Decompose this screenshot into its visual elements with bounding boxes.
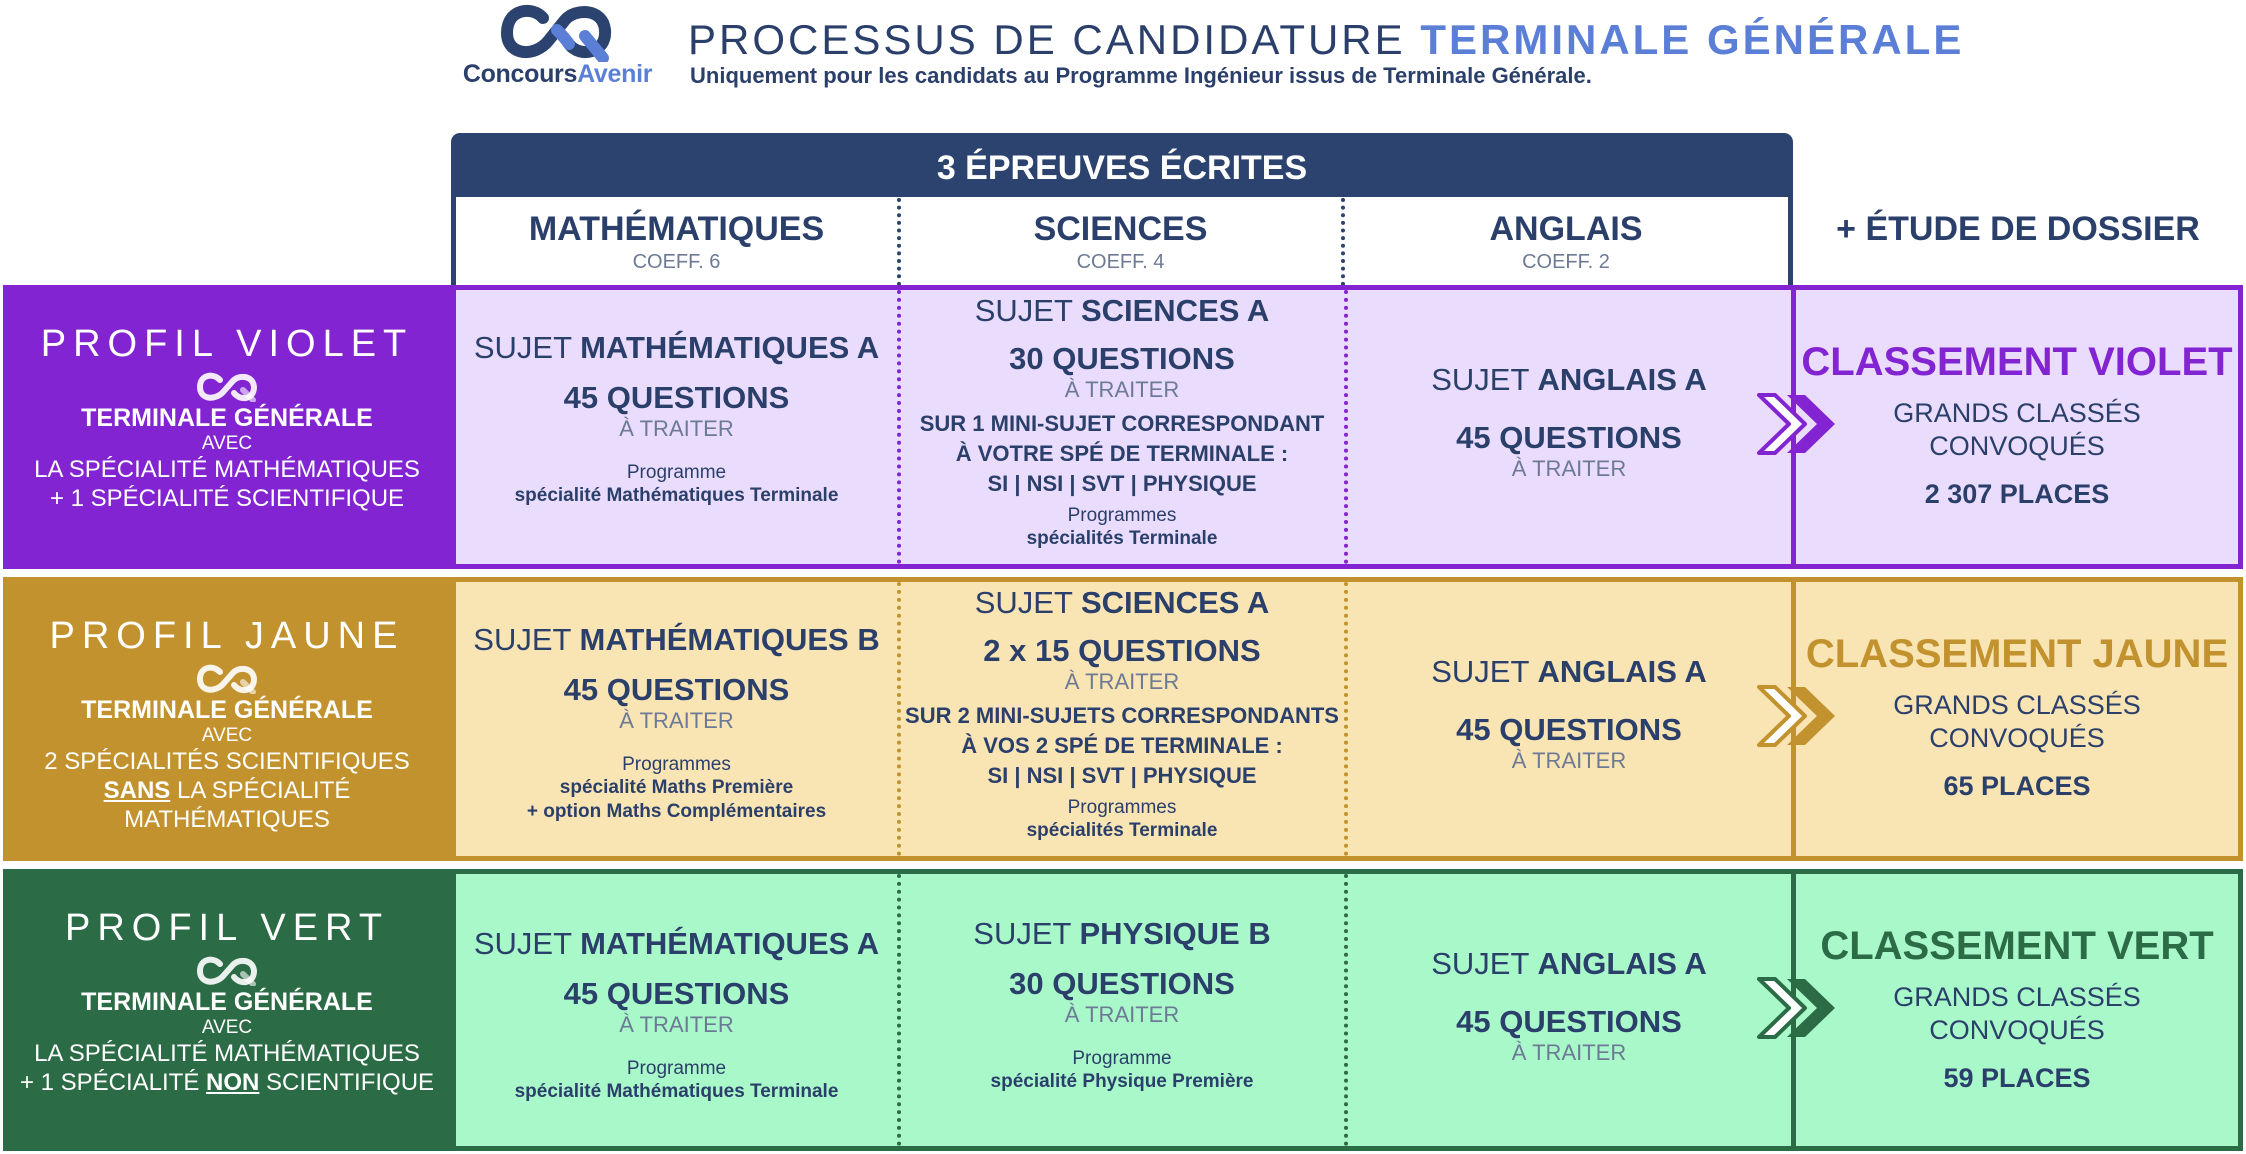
cell-sciences: SUJET SCIENCES A 30 QUESTIONS À TRAITER SUR 1 MINI-SUJET CORRESPONDANT À VOTRE SPÉ DE TERMINALE : SI | NSI | SVT | PHYSIQUE Programmes spécialités Terminale [919,293,1325,549]
epreuves-ecrites-header: 3 ÉPREUVES ÉCRITES [451,133,1793,197]
column-header-etude-dossier: + ÉTUDE DE DOSSIER [1836,210,2200,248]
page-title: PROCESSUS DE CANDIDATURE TERMINALE GÉNÉRALE [688,16,1965,63]
profile-label-vert: PROFIL VERT TERMINALE GÉNÉRALE AVEC LA SPÉCIALITÉ MATHÉMATIQUES + 1 SPÉCIALITÉ NON SCIENTIFIQUE [3,869,451,1151]
cell-dossier: CLASSEMENT VERT GRANDS CLASSÉS CONVOQUÉS 59 PLACES [1820,924,2214,1093]
profile-cells-violet [451,285,2243,569]
cell-sciences: SUJET PHYSIQUE B 30 QUESTIONS À TRAITER Programme spécialité Physique Première [973,916,1271,1092]
cell-mathematiques: SUJET MATHÉMATIQUES A 45 QUESTIONS À TRAITER Programme spécialité Mathématiques Terminale [473,926,880,1102]
profile-label-violet: PROFIL VIOLET TERMINALE GÉNÉRALE AVEC LA SPÉCIALITÉ MATHÉMATIQUES + 1 SPÉCIALITÉ SCIENTIFIQUE [3,285,451,569]
cell-sciences: SUJET SCIENCES A 2 x 15 QUESTIONS À TRAITER SUR 2 MINI-SUJETS CORRESPONDANTS À VOS 2 SPÉ DE TERMINALE : SI | NSI | SVT | PHYSIQUE Programmes spécialités Terminale [905,585,1339,841]
profile-row-vert [3,869,2243,1151]
column-header-sciences: SCIENCES COEFF. 4 [1033,210,1208,273]
infinity-icon [196,956,258,986]
profile-row-violet [3,285,2243,569]
infinity-icon [196,664,258,694]
column-header-anglais: ANGLAIS COEFF. 2 [1489,210,1643,273]
cell-dossier: CLASSEMENT VIOLET GRANDS CLASSÉS CONVOQUÉS 2 307 PLACES [1801,340,2233,509]
double-chevron-right-icon [1753,389,1837,459]
cell-anglais: SUJET ANGLAIS A 45 QUESTIONS À TRAITER [1431,654,1707,773]
column-header-mathematiques: MATHÉMATIQUES COEFF. 6 [528,210,825,273]
profile-label-jaune: PROFIL JAUNE TERMINALE GÉNÉRALE AVEC 2 SPÉCIALITÉS SCIENTIFIQUES SANS LA SPÉCIALITÉ MATHÉMATIQUES [3,577,451,861]
double-chevron-right-icon [1753,681,1837,751]
page-subtitle: Uniquement pour les candidats au Programme Ingénieur issus de Terminale Générale. [690,63,1592,88]
double-chevron-right-icon [1753,973,1837,1043]
infinity-icon [196,372,258,402]
infinity-logo-icon [499,4,617,62]
profile-row-jaune [3,577,2243,861]
profile-cells-vert [451,869,2243,1151]
cell-mathematiques: SUJET MATHÉMATIQUES B 45 QUESTIONS À TRAITER Programmes spécialité Maths Première + option Maths Complémentaires [473,622,880,822]
cell-anglais: SUJET ANGLAIS A 45 QUESTIONS À TRAITER [1431,946,1707,1065]
profile-cells-jaune [451,577,2243,861]
cell-anglais: SUJET ANGLAIS A 45 QUESTIONS À TRAITER [1431,362,1707,481]
cell-dossier: CLASSEMENT JAUNE GRANDS CLASSÉS CONVOQUÉS 65 PLACES [1805,632,2229,801]
cell-mathematiques: SUJET MATHÉMATIQUES A 45 QUESTIONS À TRAITER Programme spécialité Mathématiques Terminale [473,330,880,506]
logo-wordmark: ConcoursAvenir [462,60,653,88]
concours-avenir-logo [450,4,665,96]
